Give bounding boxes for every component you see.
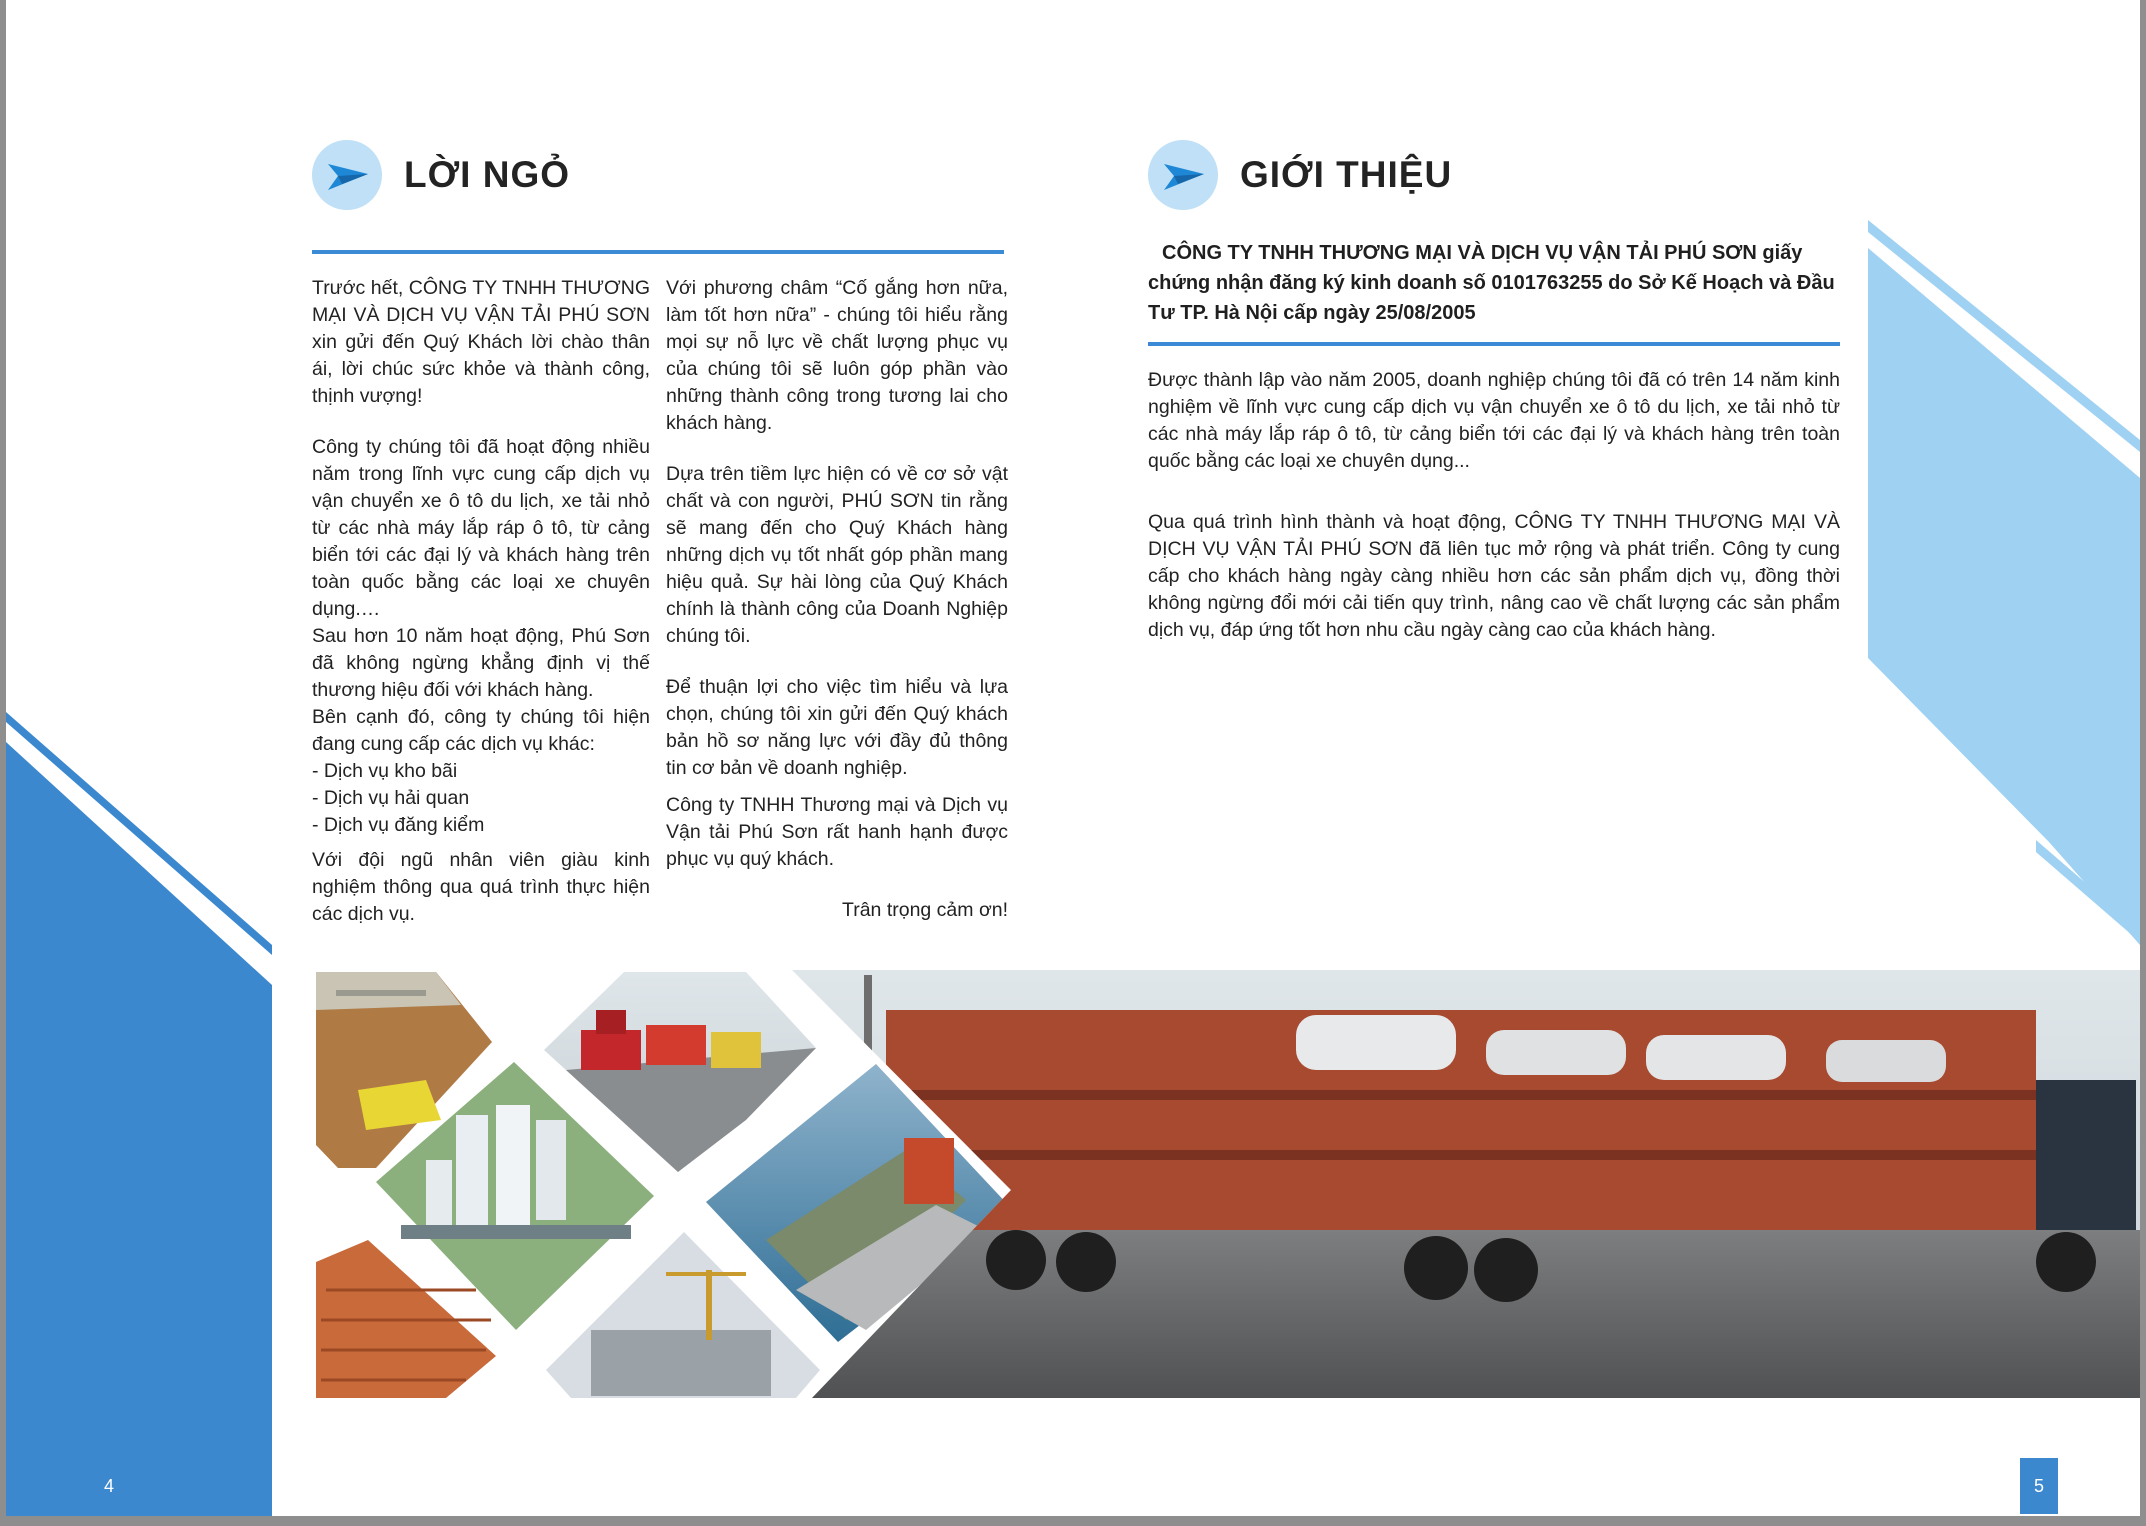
- left-column-1: [312, 275, 650, 928]
- left-column-2: [666, 275, 1008, 924]
- paragraph: Được thành lập vào năm 2005, doanh nghiệp chúng tôi đã có trên 14 năm kinh nghiệm về lĩnh vực cung cấp dịch vụ vận chuyển xe ô tô du lịch, xe tải nhỏ từ các nhà máy lắp ráp ô tô, từ cảng biển tới các đại lý và khách hàng trên toàn quốc bằng các loại xe chuyên dụng...: [1148, 369, 1840, 472]
- paragraph: Công ty chúng tôi đã hoạt động nhiều năm trong lĩnh vực cung cấp dịch vụ vận chuyển xe ô tô du lịch, xe tải nhỏ từ các nhà máy lắp ráp ô tô, từ cảng biển tới các đại lý và khách hàng trên toàn quốc bằng các loại xe chuyên dụng.…: [312, 436, 650, 620]
- paragraph: Để thuận lợi cho việc tìm hiểu và lựa chọn, chúng tôi xin gửi đến Quý khách bản hồ sơ năng lực với đầy đủ thông tin cơ bản về doanh nghiệp.: [666, 676, 1008, 779]
- page-title-gioi-thieu: GIỚI THIỆU: [1240, 154, 1453, 195]
- list-item: - Dịch vụ hải quan: [312, 787, 470, 809]
- company-intro-bold: CÔNG TY TNHH THƯƠNG MẠI VÀ DỊCH VỤ VẬN TẢI PHÚ SƠN giấy chứng nhận đăng ký kinh doanh số 0101763255 do Sở Kế Hoạch và Đầu Tư TP. Hà Nội cấp ngày 25/08/2005: [1148, 242, 1835, 324]
- right-heading-rule: [1148, 342, 1840, 346]
- paper-plane-icon: [312, 140, 382, 210]
- list-item: - Dịch vụ kho bãi: [312, 760, 458, 782]
- paper-plane-icon: [1148, 140, 1218, 210]
- paragraph: Với phương châm “Cố gắng hơn nữa, làm tốt hơn nữa” - chúng tôi hiểu rằng mọi sự nỗ lực về chất lượng phục vụ của chúng tôi sẽ luôn góp phần vào những thành công trong tương lai cho khách hàng.: [666, 277, 1008, 434]
- page-title-loi-ngo: LỜI NGỎ: [404, 154, 571, 195]
- photo-car-carrier-truck: [792, 970, 2140, 1398]
- closing-line: Trân trọng cảm ơn!: [842, 899, 1008, 921]
- right-heading: [1148, 140, 1452, 210]
- page-number-left: 4: [90, 1458, 128, 1514]
- left-heading-rule: [312, 250, 1004, 254]
- list-item: - Dịch vụ đăng kiểm: [312, 814, 485, 836]
- brochure-spread: [6, 0, 2140, 1516]
- paragraph: Với đội ngũ nhân viên giàu kinh nghiệm thông qua quá trình thực hiện các dịch vụ.: [312, 849, 650, 925]
- paragraph: Qua quá trình hình thành và hoạt động, CÔNG TY TNHH THƯƠNG MẠI VÀ DỊCH VỤ VẬN TẢI PHÚ SƠN đã liên tục mở rộng và phát triển. Công ty cung cấp cho khách hàng ngày càng nhiều hơn các sản phẩm dịch vụ, đồng thời không ngừng đổi mới cải tiến quy trình, nâng cao về chất lượng các sản phẩm dịch vụ, đáp ứng tốt hơn nhu cầu ngày càng cao của khách hàng.: [1148, 511, 1840, 641]
- left-heading: [312, 140, 570, 210]
- paragraph: Trước hết, CÔNG TY TNHH THƯƠNG MẠI VÀ DỊCH VỤ VẬN TẢI PHÚ SƠN xin gửi đến Quý Khách lời chào thân ái, lời chúc sức khỏe và thành công, thịnh vượng!: [312, 277, 650, 407]
- paragraph: Công ty TNHH Thương mại và Dịch vụ Vận tải Phú Sơn rất hanh hạnh được phục vụ quý khách.: [666, 794, 1008, 870]
- paragraph: Bên cạnh đó, công ty chúng tôi hiện đang cung cấp các dịch vụ khác:: [312, 706, 650, 755]
- right-column: [1148, 367, 1840, 644]
- paragraph: Dựa trên tiềm lực hiện có về cơ sở vật chất và con người, PHÚ SƠN tin rằng sẽ mang đến cho Quý Khách hàng những dịch vụ tốt nhất góp phần mang hiệu quả. Sự hài lòng của Quý Khách chính là thành công của Doanh Nghiệp chúng tôi.: [666, 463, 1008, 647]
- paragraph: Sau hơn 10 năm hoạt động, Phú Sơn đã không ngừng khẳng định vị thế thương hiệu đối với khách hàng.: [312, 625, 650, 701]
- page-number-right: 5: [2020, 1458, 2058, 1514]
